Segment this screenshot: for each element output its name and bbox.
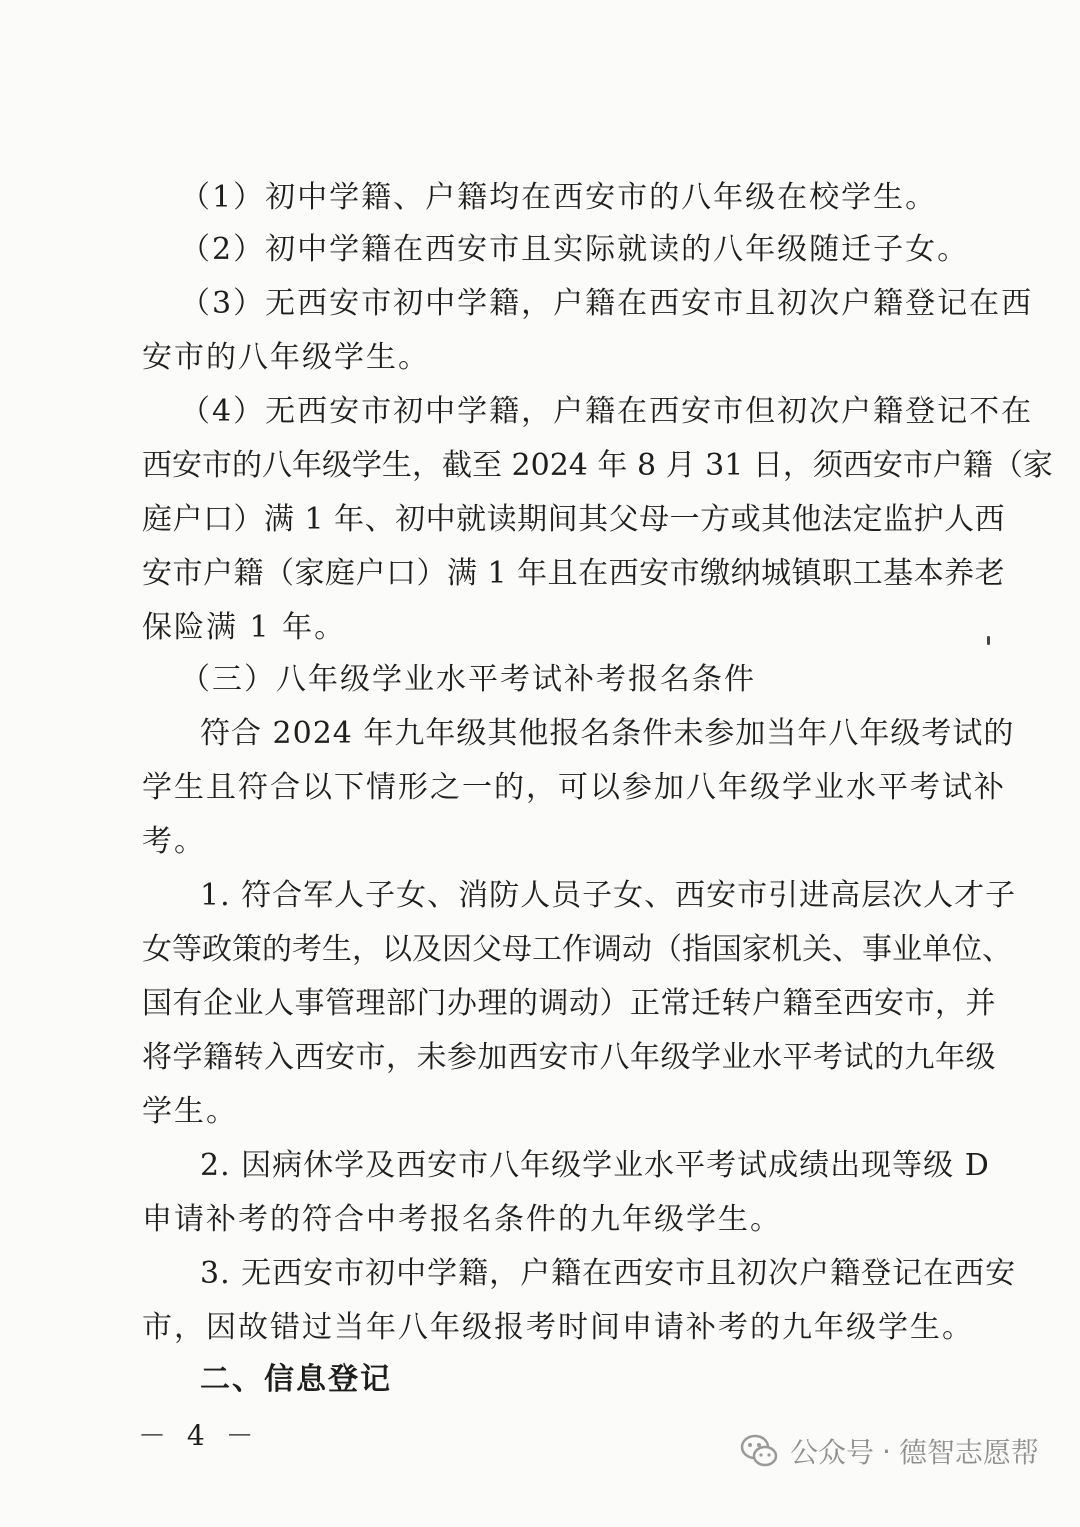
text-line: 符合 2024 年九年级其他报名条件未参加当年八年级考试的 [200,716,1015,751]
text-line: 国有企业人事管理部门办理的调动）正常迁转户籍至西安市，并 [142,986,996,1021]
text-line: （2）初中学籍在西安市且实际就读的八年级随迁子女。 [180,232,970,267]
watermark-label: 公众号 [790,1436,875,1469]
page-number: － 4 － [138,1419,260,1452]
text-line: 将学籍转入西安市，未参加西安市八年级学业水平考试的九年级 [142,1040,996,1075]
section-heading: 二、信息登记 [200,1362,392,1397]
text-line: 3. 无西安市初中学籍，户籍在西安市且初次户籍登记在西安 [200,1256,1017,1291]
text-line: 保险满 1 年。 [142,610,347,645]
text-line: 市，因故错过当年八年级报考时间申请补考的九年级学生。 [142,1310,974,1345]
text-line: （1）初中学籍、户籍均在西安市的八年级在校学生。 [180,180,938,215]
text-line: 庭户口）满 1 年、初中就读期间其父母一方或其他法定监护人西 [142,502,1006,537]
text-line: 女等政策的考生，以及因父母工作调动（指国家机关、事业单位、 [142,932,1012,967]
text-line: （3）无西安市初中学籍，户籍在西安市且初次户籍登记在西 [180,286,1034,321]
text-line: 安市的八年级学生。 [142,340,430,375]
text-line: （4）无西安市初中学籍，户籍在西安市但初次户籍登记不在 [180,394,1034,429]
text-line: 考。 [142,824,206,859]
scan-speck [987,636,990,645]
text-line: 安市户籍（家庭户口）满 1 年且在西安市缴纳城镇职工基本养老 [142,556,1006,591]
text-line: 申请补考的符合中考报名条件的九年级学生。 [142,1202,782,1237]
text-line: 1. 符合军人子女、消防人员子女、西安市引进高层次人才子 [200,878,1017,913]
text-line: 西安市的八年级学生，截至 2024 年 8 月 31 日，须西安市户籍（家 [142,448,1053,483]
watermark [738,1430,1039,1472]
watermark-account: 德智志愿帮 [898,1436,1039,1469]
wechat-icon [738,1430,780,1472]
text-line: 学生。 [142,1094,238,1129]
text-line: 2. 因病休学及西安市八年级学业水平考试成绩出现等级 D [200,1148,990,1183]
text-line: 学生且符合以下情形之一的，可以参加八年级学业水平考试补 [142,770,1006,805]
watermark-separator: · [882,1434,891,1468]
subsection-heading: （三）八年级学业水平考试补考报名条件 [180,662,756,697]
